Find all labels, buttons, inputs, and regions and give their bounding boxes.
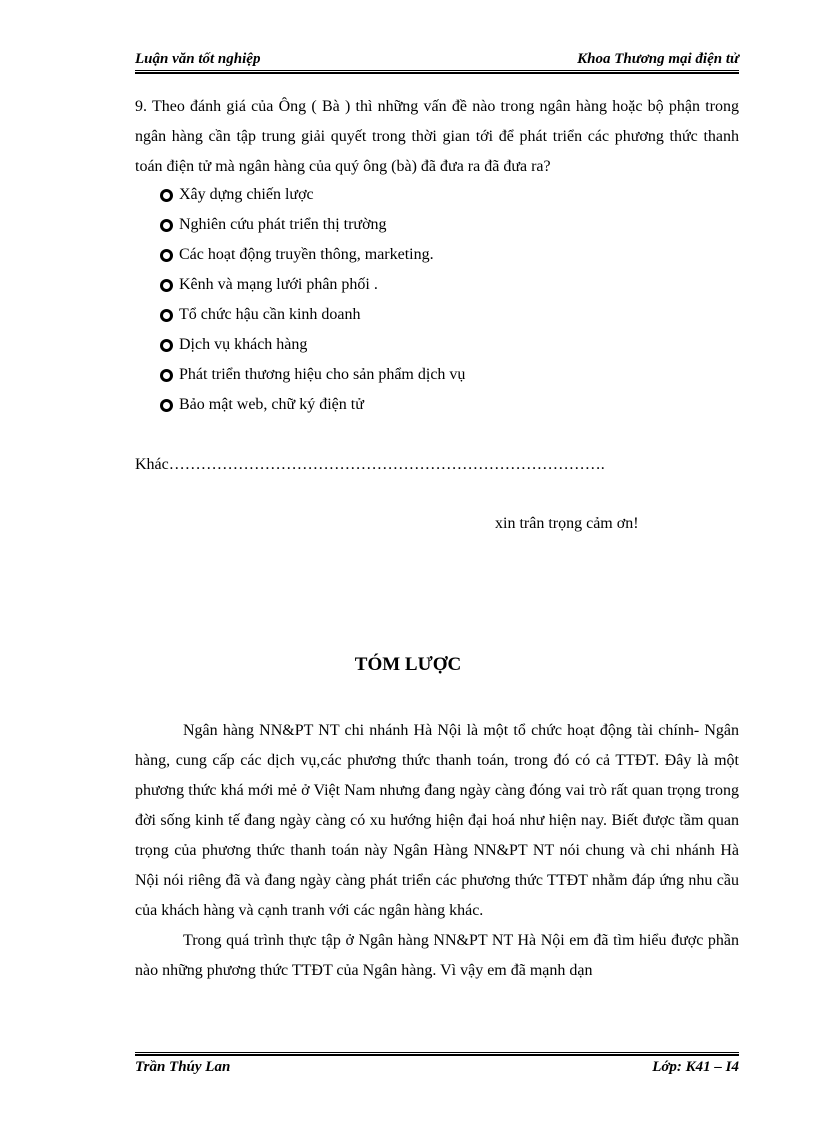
ring-bullet-icon xyxy=(160,309,173,322)
header-divider xyxy=(135,70,739,74)
list-item xyxy=(160,360,465,390)
list-item xyxy=(160,270,465,300)
option-label: Dịch vụ khách hàng xyxy=(179,336,308,353)
list-item xyxy=(160,330,465,360)
other-field-line: Khác………………………………………………………………………. xyxy=(135,456,605,473)
list-item xyxy=(160,210,465,240)
ring-bullet-icon xyxy=(160,279,173,292)
ring-bullet-icon xyxy=(160,249,173,262)
paragraph: Ngân hàng NN&PT NT chi nhánh Hà Nội là một tổ chức hoạt động tài chính- Ngân hàng, cung cấp các dịch vụ,các phương thức thanh toán, trong đó có cả TTĐT. Đây là một phương thức khá mới mẻ ở Việt Nam nhưng đang ngày càng đóng vai trò rất quan trọng trong đời sống kinh tế đang ngày càng có xu hướng hiện đại hoá như hiện nay. Biết được tầm quan trọng của phương thức thanh toán này Ngân Hàng NN&PT NT nói chung và chi nhánh Hà Nội nói riêng đã và đang ngày càng phát triển các phương thức TTĐT nhằm đáp ứng nhu cầu của khách hàng và cạnh tranh với các ngân hàng khác. xyxy=(135,722,739,919)
list-item xyxy=(160,300,465,330)
footer-author: Trần Thúy Lan xyxy=(135,1059,231,1075)
ring-bullet-icon xyxy=(160,339,173,352)
header-left-text: Luận văn tốt nghiệp xyxy=(135,51,261,67)
page-footer xyxy=(135,1058,739,1076)
option-label: Các hoạt động truyền thông, marketing. xyxy=(179,246,434,263)
ring-bullet-icon xyxy=(160,399,173,412)
list-item xyxy=(160,390,465,420)
ring-bullet-icon xyxy=(160,189,173,202)
ring-bullet-icon xyxy=(160,369,173,382)
option-label: Nghiên cứu phát triển thị trường xyxy=(179,216,387,233)
summary-body xyxy=(135,716,739,986)
header-right-text: Khoa Thương mại điện tử xyxy=(577,51,739,67)
paragraph: Trong quá trình thực tập ở Ngân hàng NN&PT NT Hà Nội em đã tìm hiểu được phần nào những phương thức TTĐT của Ngân hàng. Vì vậy em đã mạnh dạn xyxy=(135,932,739,979)
option-list xyxy=(160,180,465,420)
option-label: Xây dựng chiến lược xyxy=(179,186,314,203)
list-item xyxy=(160,240,465,270)
page-header xyxy=(135,50,739,68)
option-label: Kênh và mạng lưới phân phối . xyxy=(179,276,378,293)
option-label: Bảo mật web, chữ ký điện tử xyxy=(179,396,364,413)
footer-class: Lớp: K41 – I4 xyxy=(652,1059,739,1075)
list-item xyxy=(160,180,465,210)
footer-divider xyxy=(135,1052,739,1056)
ring-bullet-icon xyxy=(160,219,173,232)
option-label: Tổ chức hậu cần kinh doanh xyxy=(179,306,361,323)
section-title: TÓM LƯỢC xyxy=(354,654,462,675)
closing-text: xin trân trọng cảm ơn! xyxy=(495,515,639,532)
option-label: Phát triển thương hiệu cho sản phẩm dịch vụ xyxy=(179,366,466,383)
question-text: 9. Theo đánh giá của Ông ( Bà ) thì những vấn đề nào trong ngân hàng hoặc bộ phận trong ngân hàng cần tập trung giải quyết trong thời gian tới để phát triển các phương thức thanh toán điện tử mà ngân hàng của quý ông (bà) đã đưa ra đã đưa ra? xyxy=(135,98,739,175)
